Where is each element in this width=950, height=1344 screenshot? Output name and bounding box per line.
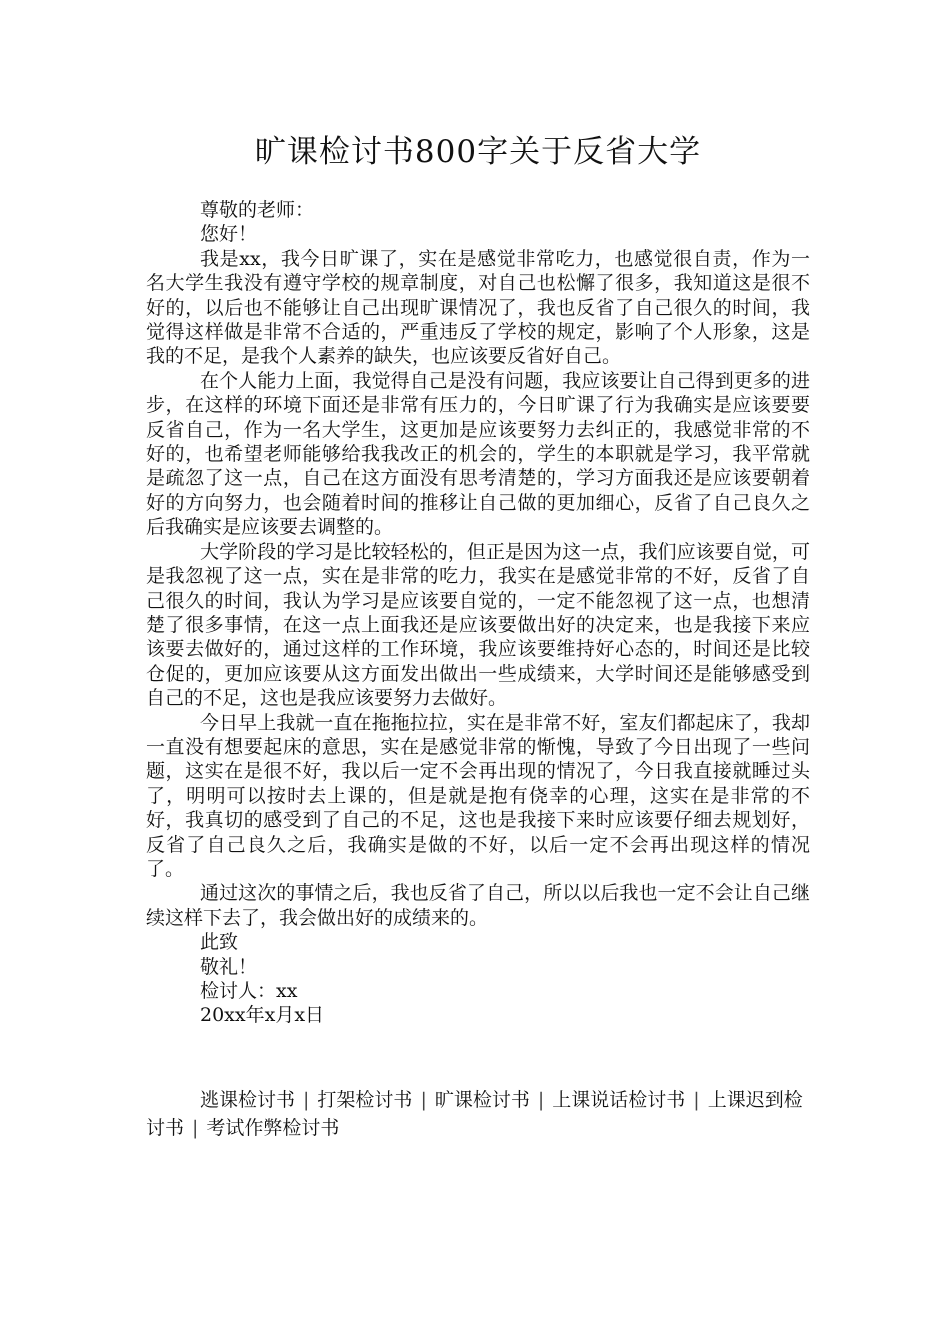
link-separator: | [693,1088,700,1111]
document-body [146,198,810,1028]
related-link-late-for-class[interactable]: 上课迟到检讨书 [146,1088,803,1139]
date: 20xx年x月x日 [200,1004,325,1027]
paragraph: 通过这次的事情之后，我也反省了自己，所以以后我也一定不会让自己继续这样下去了，我会做出好的成绩来的。 [146,882,810,929]
signature: 检讨人：xx [200,980,298,1002]
link-separator: | [192,1116,199,1139]
link-separator: | [537,1088,545,1111]
closing-line-2: 敬礼！ [200,955,258,978]
document-title: 旷课检讨书800字关于反省大学 [254,134,702,170]
link-separator: | [420,1088,427,1111]
salutation: 尊敬的老师： [200,199,315,221]
greeting: 您好！ [200,223,258,246]
related-links [146,1086,810,1142]
paragraph: 大学阶段的学习是比较轻松的，但正是因为这一点，我们应该要自觉，可是我忽视了这一点，实在是非常的吃力，我实在是感觉非常的不好，反省了自己很久的时间，我认为学习是应该要自觉的，一定不能忽视了这一点，也想清楚了很多事情，在这一点上面我还是应该要做出好的决定来，也是我接下来应该要去做好的，通过这样的工作环境，我应该要维持好心态的，时间还是比较仓促的，更加应该要从这方面发出做出一些成绩来，大学时间还是能够感受到自己的不足，这也是我应该要努力去做好。 [146,540,810,710]
link-separator: | [303,1088,310,1111]
paragraph: 在个人能力上面，我觉得自己是没有问题，我应该要让自己得到更多的进步，在这样的环境下面还是非常有压力的，今日旷课了行为我确实是应该要要反省自己，作为一名大学生，这更加是应该要努力去纠正的，我感觉非常的不好的，也希望老师能够给我我改正的机会的，学生的本职就是学习，我平常就是疏忽了这一点，自己在这方面没有思考清楚的，学习方面我还是应该要朝着好的方向努力，也会随着时间的推移让自己做的更加细心，反省了自己良久之后我确实是应该要去调整的。 [146,369,810,539]
paragraph: 我是xx，我今日旷课了，实在是感觉非常吃力，也感觉很自责，作为一名大学生我没有遵守学校的规章制度，对自己也松懈了很多，我知道这是很不好的，以后也不能够让自己出现旷课情况了，我也反省了自己很久的时间，我觉得这样做是非常不合适的，严重违反了学校的规定，影响了个人形象，这是我的不足，是我个人素养的缺失，也应该要反省好自己。 [146,247,810,368]
document-page [146,0,810,1142]
related-link-absence[interactable]: 旷课检讨书 [434,1088,530,1111]
paragraph: 今日早上我就一直在拖拖拉拉，实在是非常不好，室友们都起床了，我却一直没有想要起床的意思，实在是感觉非常的惭愧，导致了今日出现了一些问题，这实在是很不好，我以后一定不会再出现的情况了，今日我直接就睡过头了，明明可以按时去上课的，但是就是抱有侥幸的心理，这实在是非常的不好，我真切的感受到了自己的不足，这也是我接下来时应该要仔细去规划好，反省了自己良久之后，我确实是做的不好，以后一定不会再出现这样的情况了。 [146,711,810,880]
related-link-skip-class[interactable]: 逃课检讨书 [200,1088,296,1111]
related-link-fighting[interactable]: 打架检讨书 [317,1088,413,1111]
related-link-exam-cheating[interactable]: 考试作弊检讨书 [206,1116,340,1139]
closing-line-1: 此致 [200,931,239,954]
related-link-talking-in-class[interactable]: 上课说话检讨书 [552,1088,686,1111]
